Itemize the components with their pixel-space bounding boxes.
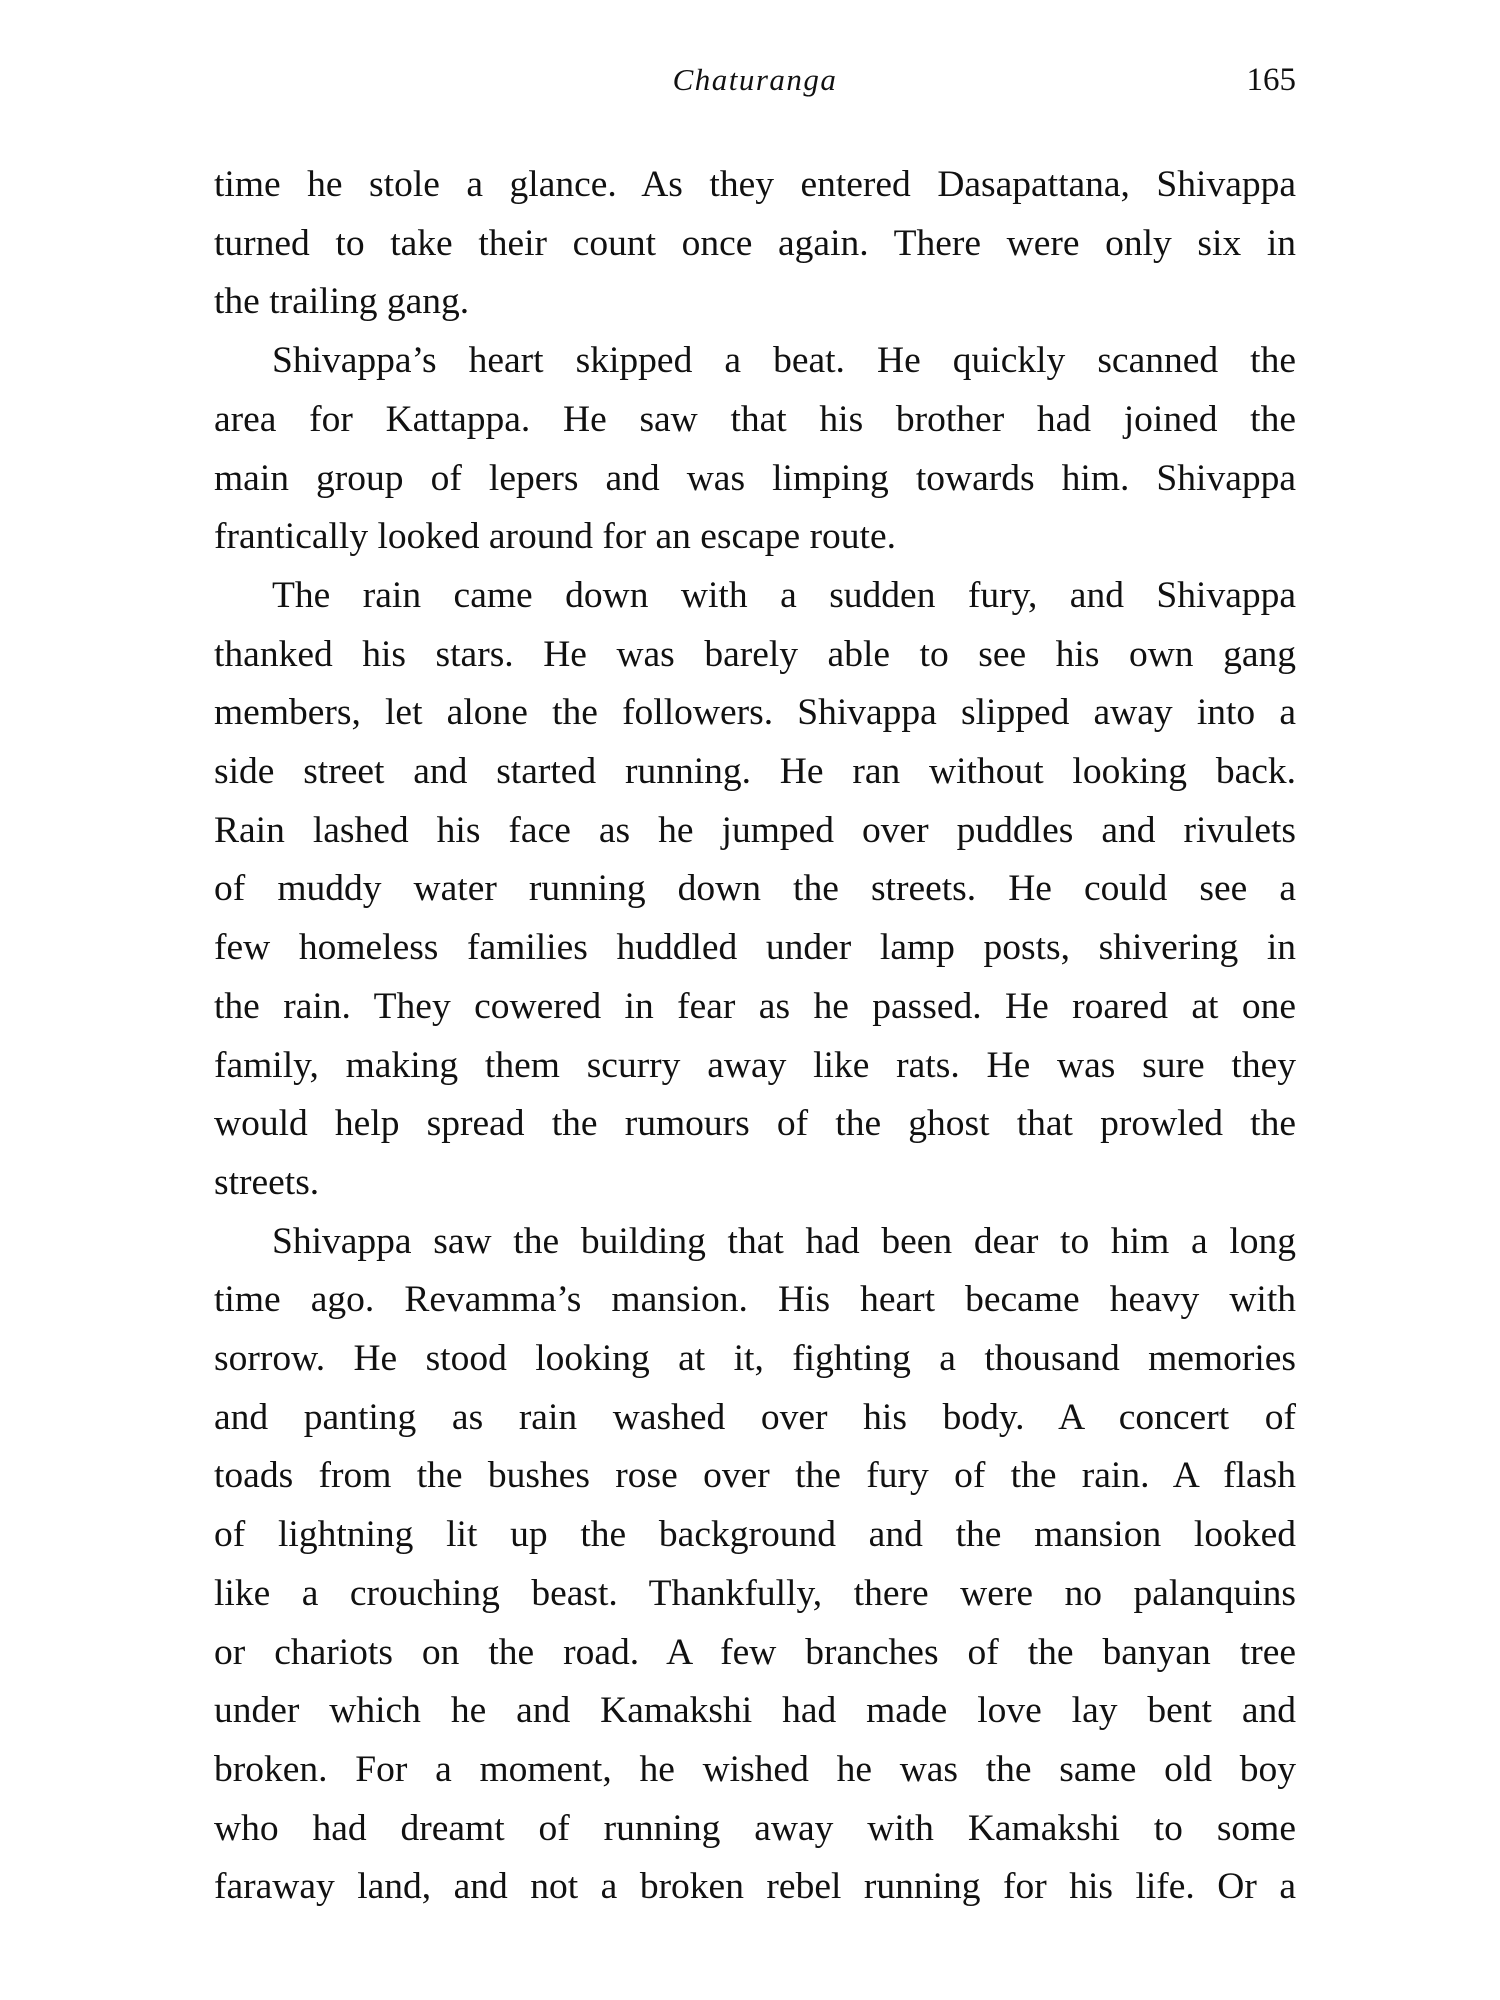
paragraph-4-line-2: time ago. Revamma’s mansion. His heart became heavy with (214, 1279, 1296, 1321)
paragraph-1-line-2: turned to take their count once again. There were only six in (214, 222, 1296, 264)
paragraph-1-line-3: the trailing gang. (214, 281, 470, 323)
paragraph-4-line-12: faraway land, and not a broken rebel running for his life. Or a (214, 1866, 1296, 1908)
running-header (214, 62, 1296, 112)
paragraph-3-line-10: would help spread the rumours of the ghost that prowled the (214, 1103, 1296, 1145)
paragraph-4-line-10: broken. For a moment, he wished he was the same old boy (214, 1748, 1296, 1790)
paragraph-4-line-5: toads from the bushes rose over the fury of the rain. A flash (214, 1455, 1296, 1497)
paragraph-2-line-1: Shivappa’s heart skipped a beat. He quickly scanned the (272, 340, 1296, 382)
paragraph-3-line-2: thanked his stars. He was barely able to see his own gang (214, 633, 1296, 675)
body-text (214, 156, 1296, 1917)
paragraph-4-line-7: like a crouching beast. Thankfully, there were no palanquins (214, 1572, 1296, 1614)
paragraph-2-line-3: main group of lepers and was limping towards him. Shivappa (214, 457, 1296, 499)
paragraph-4-line-11: who had dreamt of running away with Kamakshi to some (214, 1807, 1296, 1849)
paragraph-3-line-7: few homeless families huddled under lamp posts, shivering in (214, 927, 1296, 969)
paragraph-3-line-11: streets. (214, 1161, 320, 1203)
page-number: 165 (1246, 62, 1296, 98)
paragraph-3-line-5: Rain lashed his face as he jumped over puddles and rivulets (214, 809, 1296, 851)
paragraph-3-line-4: side street and started running. He ran without looking back. (214, 751, 1296, 793)
paragraph-4-line-4: and panting as rain washed over his body. A concert of (214, 1396, 1296, 1438)
paragraph-4-line-3: sorrow. He stood looking at it, fighting a thousand memories (214, 1338, 1296, 1380)
paragraph-2-line-4: frantically looked around for an escape route. (214, 516, 896, 558)
paragraph-3-line-8: the rain. They cowered in fear as he passed. He roared at one (214, 985, 1296, 1027)
paragraph-3-line-3: members, let alone the followers. Shivappa slipped away into a (214, 692, 1296, 734)
paragraph-4-line-6: of lightning lit up the background and the mansion looked (214, 1514, 1296, 1556)
running-title: Chaturanga (672, 62, 838, 97)
paragraph-4-line-9: under which he and Kamakshi had made love lay bent and (214, 1690, 1296, 1732)
paragraph-1-line-1: time he stole a glance. As they entered Dasapattana, Shivappa (214, 164, 1296, 205)
paragraph-3-line-6: of muddy water running down the streets. He could see a (214, 868, 1296, 910)
paragraph-3-line-9: family, making them scurry away like rats. He was sure they (214, 1044, 1296, 1086)
paragraph-3-line-1: The rain came down with a sudden fury, and Shivappa (272, 574, 1296, 616)
paragraph-4-line-1: Shivappa saw the building that had been dear to him a long (272, 1220, 1296, 1262)
paragraph-2-line-2: area for Kattappa. He saw that his brother had joined the (214, 398, 1296, 440)
paragraph-4-line-8: or chariots on the road. A few branches of the banyan tree (214, 1631, 1296, 1673)
